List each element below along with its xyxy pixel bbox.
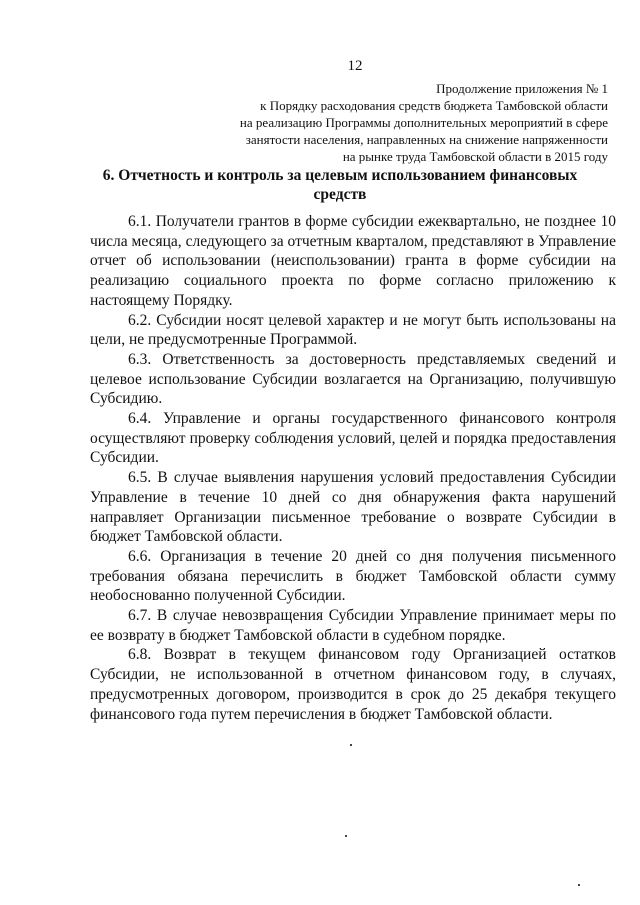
header-line: на рынке труда Тамбовской области в 2015 году xyxy=(342,149,608,164)
appendix-header xyxy=(188,80,608,165)
scan-speck xyxy=(578,884,580,886)
paragraph: 6.8. Возврат в текущем финансовом году Организацией остатков Субсидии, не использованной в отчетном финансовом году, в случаях, предусмотренных договором, производится в срок до 25 декабря текущего финансового года путем перечисления в бюджет Тамбовской области. xyxy=(90,646,616,723)
paragraph: 6.3. Ответственность за достоверность представляемых сведений и целевое использование Субсидии возлагается на Организацию, получившую Субсидию. xyxy=(90,350,616,408)
page-number: 12 xyxy=(347,58,363,74)
section-title: 6. Отчетность и контроль за целевым использованием финансовых средств xyxy=(102,167,578,203)
header-line: на реализацию Программы дополнительных мероприятий в сфере xyxy=(239,115,608,130)
header-line: к Порядку расходования средств бюджета Тамбовской области xyxy=(260,98,608,113)
scan-speck xyxy=(345,835,347,837)
scan-speck xyxy=(350,744,352,746)
paragraph: 6.6. Организация в течение 20 дней со дня получения письменного требования обязана перечислить в бюджет Тамбовской области сумму необоснованно полученной Субсидии. xyxy=(90,547,616,605)
section-body xyxy=(90,212,616,724)
paragraph: 6.1. Получатели грантов в форме субсидии ежеквартально, не позднее 10 числа месяца, следующего за отчетным кварталом, представляют в Управление отчет об использовании (неиспользовании) гранта в форме субсидии на реализацию социального проекта по форме согласно приложению к настоящему Порядку. xyxy=(90,213,616,309)
paragraph: 6.5. В случае выявления нарушения условий предоставления Субсидии Управление в течение 10 дней со дня обнаружения факта нарушений направляет Организации письменное требование о возврате Субсидии в бюджет Тамбовской области. xyxy=(90,469,616,546)
header-line: Продолжение приложения № 1 xyxy=(436,81,608,96)
paragraph: 6.2. Субсидии носят целевой характер и не могут быть использованы на цели, не предусмотренные Программой. xyxy=(90,311,616,349)
header-line: занятости населения, направленных на снижение напряженности xyxy=(245,132,608,147)
paragraph: 6.4. Управление и органы государственного финансового контроля осуществляют проверку соблюдения условий, целей и порядка предоставления Субсидии. xyxy=(90,410,616,467)
paragraph: 6.7. В случае невозвращения Субсидии Управление принимает меры по ее возврату в бюджет Тамбовской области в судебном порядке. xyxy=(90,607,616,644)
